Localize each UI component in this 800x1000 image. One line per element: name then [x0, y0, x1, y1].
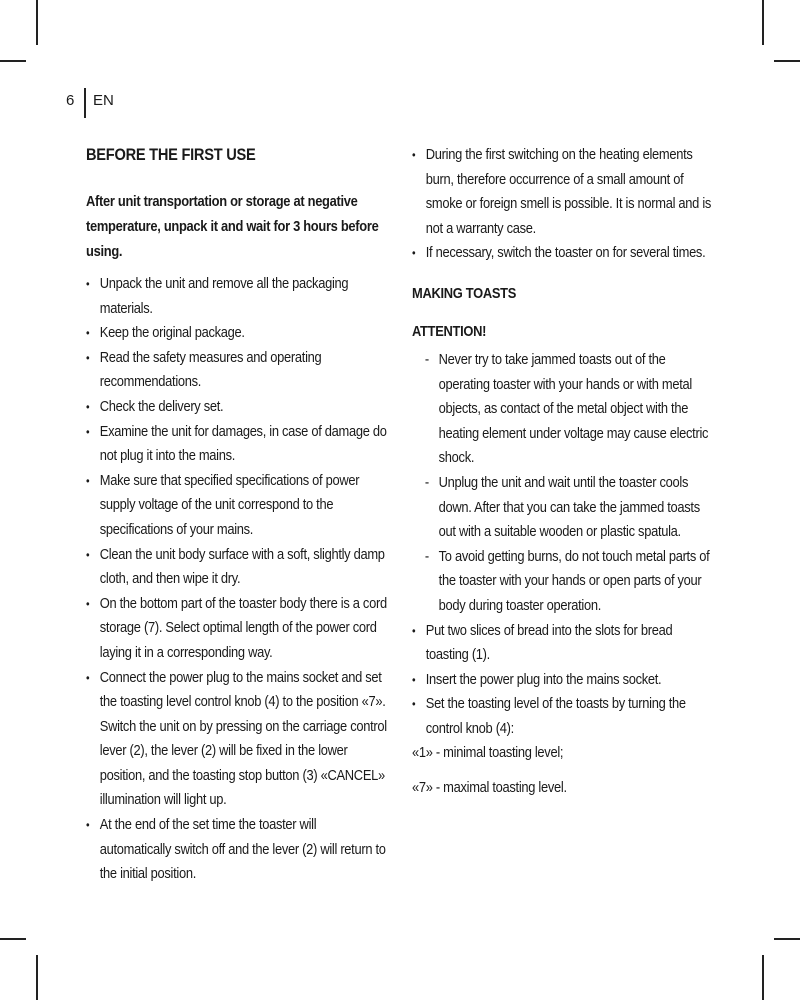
- left-column: [86, 143, 389, 887]
- warning-item: - To avoid getting burns, do not touch metal parts of the toaster with your hands or open parts of your body during toaster operation.: [425, 545, 718, 619]
- list-item: • At the end of the set time the toaster will automatically switch off and the lever (2) will return to the initial position.: [86, 813, 389, 887]
- right-column: [412, 143, 718, 801]
- list-item: • On the bottom part of the toaster body there is a cord storage (7). Select optimal length of the power cord laying it in a corresponding way.: [86, 592, 389, 666]
- section-heading-first-use: BEFORE THE FIRST USE: [86, 145, 256, 164]
- section-heading-making-toasts: MAKING TOASTS: [412, 284, 517, 302]
- list-item: • Set the toasting level of the toasts by turning the control knob (4):: [412, 692, 718, 741]
- list-item: • During the first switching on the heating elements burn, therefore occurrence of a small amount of smoke or foreign smell is possible. It is normal and is not a warranty case.: [412, 143, 718, 241]
- list-item: • Unpack the unit and remove all the packaging materials.: [86, 272, 389, 321]
- toasting-level-max: «7» - maximal toasting level.: [412, 779, 567, 797]
- crop-mark: [762, 0, 764, 45]
- attention-heading: ATTENTION!: [412, 322, 487, 340]
- making-toasts-list: [412, 619, 718, 742]
- first-use-list: [86, 272, 389, 887]
- list-item: • If necessary, switch the toaster on for several times.: [412, 241, 718, 266]
- intro-warning: After unit transportation or storage at negative temperature, unpack it and wait for 3 hours before using.: [86, 193, 379, 260]
- list-item: • Read the safety measures and operating recommendations.: [86, 346, 389, 395]
- list-item: • Connect the power plug to the mains socket and set the toasting level control knob (4) to the position «7». Switch the unit on by pressing on the carriage control lever (2), the lever (2) will be fixed in the lower position, and the toasting stop button (3) «CANCEL» illumination will light up.: [86, 666, 389, 814]
- warning-item: - Unplug the unit and wait until the toaster cools down. After that you can take the jammed toasts out with a suitable wooden or plastic spatula.: [425, 471, 718, 545]
- crop-mark: [774, 938, 800, 940]
- list-item: • Check the delivery set.: [86, 395, 389, 420]
- crop-mark: [36, 955, 38, 1000]
- list-item: • Put two slices of bread into the slots for bread toasting (1).: [412, 619, 718, 668]
- crop-mark: [762, 955, 764, 1000]
- list-item: • Make sure that specified specifications of power supply voltage of the unit correspond to the specifications of your mains.: [86, 469, 389, 543]
- header-divider: [84, 88, 86, 118]
- list-item: • Clean the unit body surface with a soft, slightly damp cloth, and then wipe it dry.: [86, 543, 389, 592]
- crop-mark: [36, 0, 38, 45]
- list-item: • Examine the unit for damages, in case of damage do not plug it into the mains.: [86, 420, 389, 469]
- crop-mark: [774, 60, 800, 62]
- warning-item: - Never try to take jammed toasts out of the operating toaster with your hands or with metal objects, as contact of the metal object with the heating element under voltage may cause electric shock.: [425, 348, 718, 471]
- list-item: • Keep the original package.: [86, 321, 389, 346]
- language-label: EN: [93, 92, 114, 109]
- first-use-list-continued: [412, 143, 718, 266]
- crop-mark: [0, 938, 26, 940]
- list-item: • Insert the power plug into the mains socket.: [412, 668, 718, 693]
- warning-list: [412, 348, 718, 619]
- page-number: 6: [66, 92, 75, 109]
- crop-mark: [0, 60, 26, 62]
- toasting-level-min: «1» - minimal toasting level;: [412, 744, 564, 762]
